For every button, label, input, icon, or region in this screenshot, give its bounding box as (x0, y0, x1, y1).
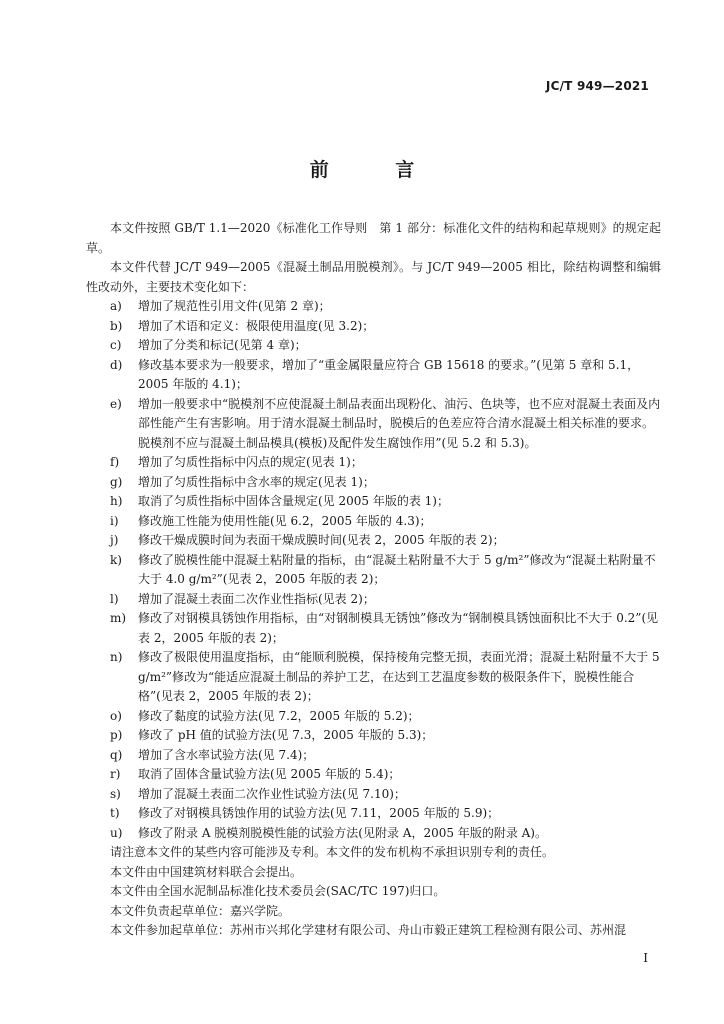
list-item (86, 356, 661, 395)
list-item (86, 804, 661, 824)
list-marker: l) (110, 591, 119, 606)
list-marker: u) (110, 825, 123, 840)
list-item (86, 297, 661, 317)
list-item (86, 317, 661, 337)
list-item-text: 修改了 pH 值的试验方法(见 7.3，2005 年版的 5.3)； (138, 728, 434, 742)
list-item-text: 增加了规范性引用文件(见第 2 章)； (138, 299, 331, 313)
list-marker: k) (110, 552, 122, 567)
list-marker: a) (110, 299, 122, 313)
list-marker: c) (110, 338, 122, 352)
list-item (86, 785, 661, 805)
list-item (86, 765, 661, 785)
list-marker: n) (110, 650, 123, 664)
paragraph: 本文件由全国水泥制品标准化技术委员会(SAC/TC 197)归口。 (110, 884, 446, 898)
list-item-text: 增加一般要求中“脱模剂不应使混凝土制品表面出现粉化、油污、色块等，也不应对混凝土表面及内部性能产生有害影响。用于清水混凝土制品时，脱模后的色差应符合清水混凝土相关标准的要求。脱模剂不应与混凝土制品模具(模板)及配件发生腐蚀作用”(见 5.2 和 5.3)。 (138, 396, 661, 450)
list-item-text: 修改了极限使用温度指标，由“能顺利脱模，保持棱角完整无损，表面光滑；混凝土粘附量不大于 5 g/m²”修改为“能适应混凝土制品的养护工艺，在达到工艺温度参数的极限条件下，脱模性能合格”(见表 2，2005 年版的表 2)； (138, 650, 660, 703)
page-number: I (643, 951, 648, 965)
list-item-text: 增加了术语和定义：极限使用温度(见 3.2)； (138, 318, 375, 333)
list-item-text: 修改基本要求为一般要求，增加了“重金属限量应符合 GB 15618 的要求。”(见第 5 章和 5.1，2005 年版的 4.1)； (138, 357, 640, 391)
list-item-text: 增加了分类和标记(见第 4 章)； (138, 338, 307, 352)
standard-number: JC/T 949—2021 (545, 79, 649, 93)
list-marker: g) (110, 474, 123, 489)
list-item-text: 修改干燥成膜时间为表面干燥成膜时间(见表 2，2005 年版的表 2)； (138, 533, 505, 547)
list-marker: i) (110, 513, 119, 528)
list-item (86, 726, 661, 746)
list-item (86, 648, 661, 707)
list-item-text: 增加了含水率试验方法(见 7.4)； (138, 747, 315, 762)
changes-list (86, 297, 661, 843)
paragraph: 本文件负责起草单位：嘉兴学院。 (110, 903, 291, 918)
page-title: 前 言 (309, 159, 445, 181)
list-item (86, 512, 661, 532)
list-item (86, 473, 661, 493)
list-item-text: 增加了混凝土表面二次作业性指标(见表 2)； (138, 591, 375, 606)
list-item-text: 取消了匀质性指标中固体含量规定(见 2005 年版的表 1)； (138, 494, 449, 508)
list-item-text: 修改了脱模性能中混凝土粘附量的指标，由“混凝土粘附量不大于 5 g/m²”修改为“混凝土粘附量不大于 4.0 g/m²”(见表 2，2005 年版的表 2)； (138, 552, 656, 586)
list-item (86, 395, 661, 454)
list-item (86, 824, 661, 844)
list-marker: t) (110, 806, 120, 820)
list-marker: s) (110, 786, 121, 801)
list-marker: j) (110, 533, 119, 547)
list-marker: d) (110, 357, 123, 372)
list-item-text: 修改了附录 A 脱模剂脱模性能的试验方法(见附录 A，2005 年版的附录 A)。 (138, 825, 547, 840)
list-item-text: 修改了黏度的试验方法(见 7.2，2005 年版的 5.2)； (138, 708, 420, 723)
list-item-text: 增加了混凝土表面二次作业性试验方法(见 7.10)； (138, 786, 406, 801)
paragraph: 本文件由中国建筑材料联合会提出。 (110, 864, 303, 879)
list-item (86, 453, 661, 473)
list-item-text: 修改了对钢模具锈蚀作用的试验方法(见 7.11，2005 年版的 5.9)； (138, 806, 500, 820)
list-item (86, 746, 661, 766)
list-item (86, 492, 661, 512)
list-item (86, 551, 661, 590)
list-item (86, 531, 661, 551)
paragraph: 本文件代替 JC/T 949—2005《混凝土制品用脱模剂》。与 JC/T 949—2005 相比，除结构调整和编辑性改动外，主要技术变化如下： (86, 260, 661, 294)
list-item (86, 590, 661, 610)
list-item-text: 增加了匀质性指标中含水率的规定(见表 1)； (138, 474, 375, 489)
list-item (86, 609, 661, 648)
list-item-text: 取消了固体含量试验方法(见 2005 年版的 5.4)； (138, 767, 401, 781)
list-marker: f) (110, 455, 120, 469)
list-marker: b) (110, 318, 123, 333)
list-item (86, 336, 661, 356)
list-marker: o) (110, 708, 122, 723)
list-item-text: 修改施工性能为使用性能(见 6.2，2005 年版的 4.3)； (138, 513, 432, 528)
list-marker: h) (110, 494, 123, 508)
paragraph: 请注意本文件的某些内容可能涉及专利。本文件的发布机构不承担识别专利的责任。 (110, 845, 555, 859)
list-marker: m) (110, 611, 127, 625)
list-marker: p) (110, 728, 123, 742)
paragraph: 本文件按照 GB/T 1.1—2020《标准化工作导则 第 1 部分：标准化文件的结构和起草规则》的规定起草。 (86, 221, 661, 255)
list-marker: q) (110, 747, 123, 762)
list-marker: e) (110, 396, 122, 411)
list-item-text: 增加了匀质性指标中闪点的规定(见表 1)； (138, 455, 363, 469)
list-marker: r) (110, 767, 121, 781)
foreword-content (86, 219, 661, 941)
paragraph: 本文件参加起草单位：苏州市兴邦化学建材有限公司、舟山市毅正建筑工程检测有限公司、苏州混 (110, 923, 627, 937)
list-item-text: 修改了对钢模具锈蚀作用指标，由“对钢制模具无锈蚀”修改为“钢制模具锈蚀面积比不大于 0.2”(见表 2，2005 年版的表 2)； (138, 611, 659, 645)
list-item (86, 707, 661, 727)
